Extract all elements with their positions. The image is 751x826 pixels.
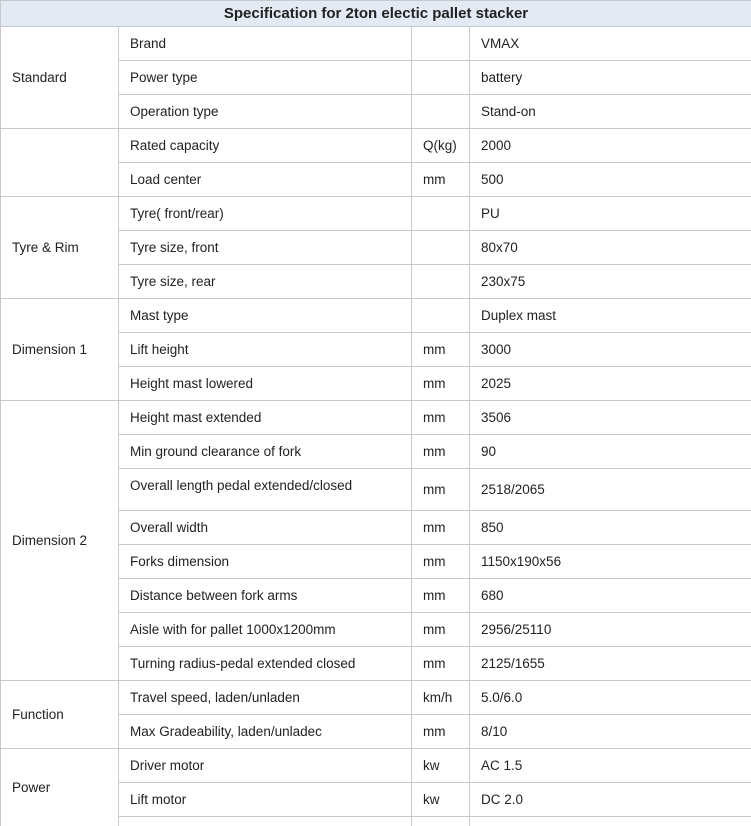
- value-cell: 850: [470, 511, 751, 545]
- unit-cell: [412, 299, 470, 333]
- value-cell: 3506: [470, 401, 751, 435]
- unit-cell: [412, 265, 470, 299]
- unit-cell: [412, 95, 470, 129]
- param-cell: Tyre size, rear: [119, 265, 412, 299]
- value-cell: 2518/2065: [470, 469, 751, 511]
- unit-cell: km/h: [412, 681, 470, 715]
- unit-cell: [412, 61, 470, 95]
- param-cell: Power type: [119, 61, 412, 95]
- unit-cell: mm: [412, 435, 470, 469]
- unit-cell: [412, 231, 470, 265]
- value-cell: AC 1.5: [470, 749, 751, 783]
- param-cell: Lift motor: [119, 783, 412, 817]
- unit-cell: mm: [412, 613, 470, 647]
- value-cell: Stand-on: [470, 95, 751, 129]
- param-cell: Driver motor: [119, 749, 412, 783]
- param-cell: Forks dimension: [119, 545, 412, 579]
- value-cell: battery: [470, 61, 751, 95]
- category-cell: Dimension 1: [1, 299, 119, 401]
- value-cell: 2025: [470, 367, 751, 401]
- param-cell: Load center: [119, 163, 412, 197]
- unit-cell: mm: [412, 579, 470, 613]
- param-cell: Height mast extended: [119, 401, 412, 435]
- value-cell: PU: [470, 197, 751, 231]
- value-cell: DC 2.0: [470, 783, 751, 817]
- table-title: Specification for 2ton electic pallet stacker: [1, 1, 751, 27]
- unit-cell: mm: [412, 401, 470, 435]
- unit-cell: Q(kg): [412, 129, 470, 163]
- value-cell: 2125/1655: [470, 647, 751, 681]
- table-row: [1, 401, 751, 435]
- param-cell: Height mast lowered: [119, 367, 412, 401]
- unit-cell: mm: [412, 163, 470, 197]
- param-cell: Overall length pedal extended/closed: [119, 469, 412, 511]
- value-cell: 2956/25110: [470, 613, 751, 647]
- table-row: [1, 27, 751, 61]
- unit-cell: mm: [412, 647, 470, 681]
- param-cell: Max Gradeability, laden/unladec: [119, 715, 412, 749]
- table-row: [1, 197, 751, 231]
- param-cell: Rated capacity: [119, 129, 412, 163]
- param-cell: Lift height: [119, 333, 412, 367]
- empty-cell: [412, 817, 470, 826]
- category-cell: [1, 129, 119, 197]
- value-cell: 80x70: [470, 231, 751, 265]
- table-row: [1, 681, 751, 715]
- unit-cell: mm: [412, 333, 470, 367]
- value-cell: 5.0/6.0: [470, 681, 751, 715]
- value-cell: 680: [470, 579, 751, 613]
- param-cell: Travel speed, laden/unladen: [119, 681, 412, 715]
- value-cell: 8/10: [470, 715, 751, 749]
- unit-cell: kw: [412, 749, 470, 783]
- unit-cell: mm: [412, 715, 470, 749]
- unit-cell: mm: [412, 511, 470, 545]
- param-cell: Tyre size, front: [119, 231, 412, 265]
- empty-cell: [470, 817, 751, 826]
- category-cell: Tyre & Rim: [1, 197, 119, 299]
- param-cell: Operation type: [119, 95, 412, 129]
- table-row: [1, 749, 751, 783]
- unit-cell: mm: [412, 367, 470, 401]
- unit-cell: mm: [412, 469, 470, 511]
- param-cell: Aisle with for pallet 1000x1200mm: [119, 613, 412, 647]
- category-cell: Standard: [1, 27, 119, 129]
- param-cell: Tyre( front/rear): [119, 197, 412, 231]
- value-cell: 90: [470, 435, 751, 469]
- param-cell: Turning radius-pedal extended closed: [119, 647, 412, 681]
- category-cell: Dimension 2: [1, 401, 119, 681]
- value-cell: 1150x190x56: [470, 545, 751, 579]
- unit-cell: kw: [412, 783, 470, 817]
- value-cell: 2000: [470, 129, 751, 163]
- unit-cell: mm: [412, 545, 470, 579]
- unit-cell: [412, 27, 470, 61]
- value-cell: 230x75: [470, 265, 751, 299]
- unit-cell: [412, 197, 470, 231]
- param-cell: Min ground clearance of fork: [119, 435, 412, 469]
- value-cell: 500: [470, 163, 751, 197]
- value-cell: Duplex mast: [470, 299, 751, 333]
- table-row: [1, 299, 751, 333]
- category-cell: Function: [1, 681, 119, 749]
- table-row: [1, 129, 751, 163]
- param-cell: Brand: [119, 27, 412, 61]
- param-cell: Overall width: [119, 511, 412, 545]
- param-cell: Mast type: [119, 299, 412, 333]
- category-cell: Power: [1, 749, 119, 826]
- value-cell: VMAX: [470, 27, 751, 61]
- param-cell: Distance between fork arms: [119, 579, 412, 613]
- value-cell: 3000: [470, 333, 751, 367]
- empty-cell: [119, 817, 412, 826]
